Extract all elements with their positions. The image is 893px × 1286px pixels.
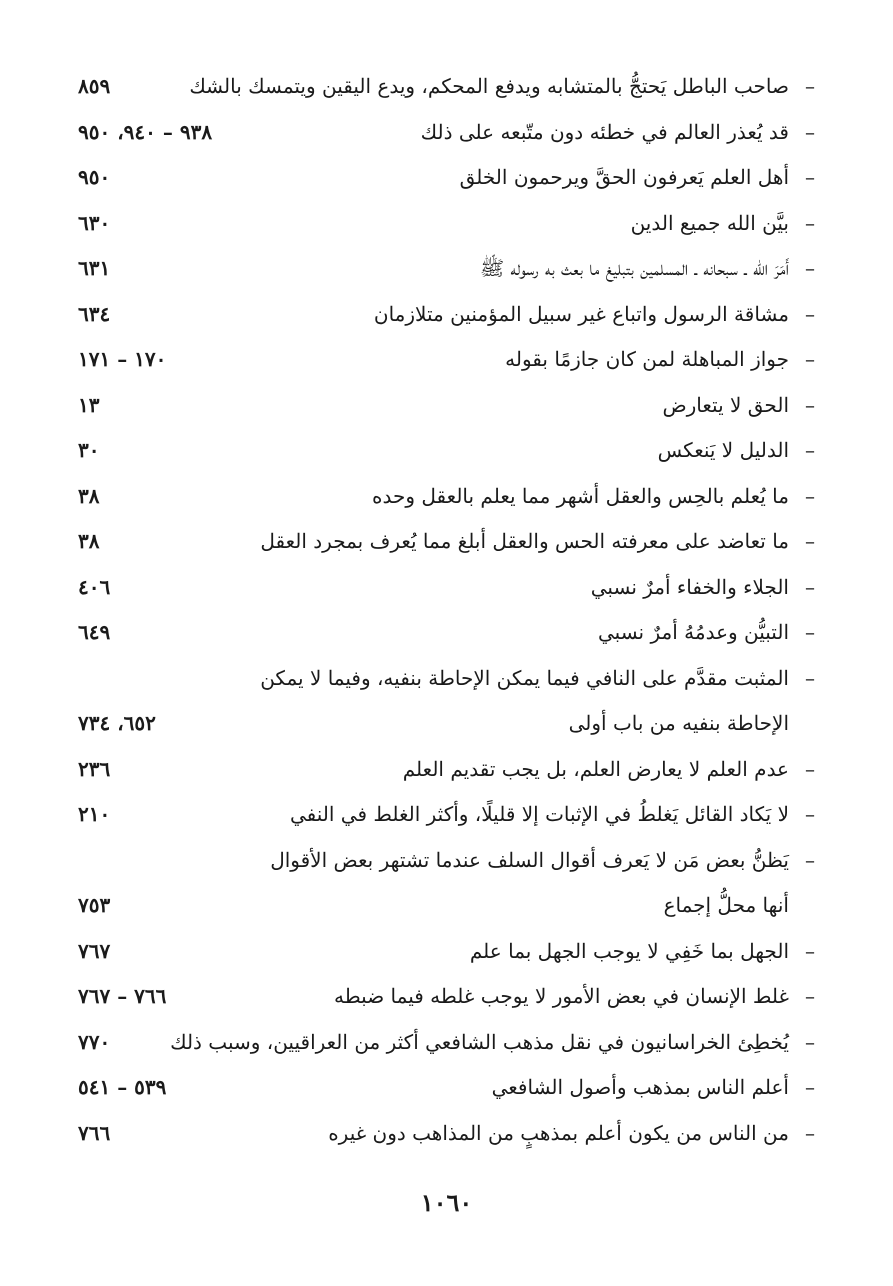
entry-text: التبيُّن وعدمُهُ أمرٌ نسبي (598, 620, 789, 644)
entry-text: الجهل بما خَفِي لا يوجب الجهل بما علم (469, 938, 789, 963)
entry-pages: ٢١٠ (78, 802, 111, 826)
index-entry (0, 246, 893, 292)
entry-dash: – (805, 574, 815, 599)
index-entry (0, 519, 893, 565)
index-entry (0, 474, 893, 520)
entry-text: جواز المباهلة لمن كان جازمًا بقوله (505, 347, 789, 371)
entry-pages: ٣٨ (78, 483, 100, 508)
entry-text: صاحب الباطل يَحتجُّ بالمتشابه ويدفع المحكم، ويدع اليقين ويتمسك بالشك (189, 74, 789, 98)
entry-dash: – (805, 665, 815, 690)
entry-pages: ٦٣١ (78, 256, 111, 280)
entry-text: ما يُعلم بالحِس والعقل أشهر مما يعلم بالعقل وحده (372, 483, 789, 508)
entry-dash: – (805, 1120, 815, 1145)
entry-pages: ٢٣٦ (78, 756, 111, 781)
entry-pages: ١٣ (78, 392, 100, 417)
entry-text-continuation: أنها محلُّ إجماع (663, 893, 789, 917)
entry-pages: ٦٣٠ (78, 210, 111, 235)
index-entry (0, 155, 893, 201)
entry-text: المثبت مقدَّم على النافي فيما يمكن الإحاطة بنفيه، وفيما لا يمكن (260, 665, 789, 690)
entry-text: بيَّن الله جميع الدين (630, 210, 789, 235)
index-entry (0, 656, 893, 702)
entry-pages: ٦٤٩ (78, 620, 111, 644)
index-list (0, 64, 893, 1156)
index-entry (0, 565, 893, 611)
entry-pages: ٧٦٦ – ٧٦٧ (78, 984, 167, 1008)
entry-text: ما تعاضد على معرفته الحس والعقل أبلغ مما يُعرف بمجرد العقل (260, 529, 789, 553)
index-entry (0, 337, 893, 383)
entry-text: أعلم الناس بمذهب وأصول الشافعي (491, 1075, 789, 1099)
entry-dash: – (805, 210, 815, 235)
index-entry-continuation (0, 883, 893, 929)
entry-dash: – (805, 620, 815, 644)
entry-dash: – (805, 256, 815, 280)
index-entry (0, 110, 893, 156)
entry-text: مشاقة الرسول واتباع غير سبيل المؤمنين متلازمان (373, 301, 789, 326)
entry-pages: ٩٥٠ (78, 165, 111, 189)
index-entry (0, 610, 893, 656)
index-entry (0, 292, 893, 338)
entry-text: من الناس من يكون أعلم بمذهبٍ من المذاهب دون غيره (328, 1120, 789, 1145)
entry-dash: – (805, 1075, 815, 1099)
entry-text: قد يُعذر العالم في خطئه دون متّبعه على ذلك (420, 119, 789, 144)
entry-dash: – (805, 347, 815, 371)
entry-dash: – (805, 301, 815, 326)
index-entry (0, 383, 893, 429)
entry-text: أَمَرَ الله ـ سبحانه ـ المسلمين بتبليغ ما بعث به رسوله ﷺ (479, 256, 789, 280)
entry-dash: – (805, 165, 815, 189)
entry-pages: ٦٥٢، ٧٣٤ (78, 711, 156, 735)
entry-pages: ٩٣٨ – ٩٤٠، ٩٥٠ (78, 119, 213, 144)
entry-pages: ٦٣٤ (78, 301, 111, 326)
entry-text: عدم العلم لا يعارض العلم، بل يجب تقديم العلم (402, 756, 789, 781)
entry-dash: – (805, 483, 815, 508)
entry-text: لا يَكاد القائل يَغلطُ في الإثبات إلا قليلًا، وأكثر الغلط في النفي (289, 802, 789, 826)
index-entry (0, 201, 893, 247)
entry-dash: – (805, 438, 815, 462)
entry-text: الدليل لا يَنعكس (657, 438, 789, 462)
entry-text: يُخطِئ الخراسانيون في نقل مذهب الشافعي أكثر من العراقيين، وسبب ذلك (170, 1029, 789, 1054)
entry-pages: ٣٠ (78, 438, 100, 462)
entry-pages: ٣٨ (78, 529, 100, 553)
entry-pages: ٧٦٦ (78, 1120, 111, 1145)
entry-dash: – (805, 119, 815, 144)
entry-text: أهل العلم يَعرفون الحقَّ ويرحمون الخلق (459, 165, 789, 189)
entry-dash: – (805, 1029, 815, 1054)
index-entry (0, 838, 893, 884)
index-entry (0, 792, 893, 838)
page-number: ١٠٦٠ (420, 1188, 473, 1217)
index-entry (0, 1020, 893, 1066)
entry-pages: ٨٥٩ (78, 74, 111, 98)
entry-text: يَظنُّ بعض مَن لا يَعرف أقوال السلف عندما تشتهر بعض الأقوال (270, 847, 789, 872)
entry-dash: – (805, 529, 815, 553)
entry-pages: ٧٧٠ (78, 1029, 111, 1054)
entry-dash: – (805, 392, 815, 417)
index-entry (0, 64, 893, 110)
entry-dash: – (805, 847, 815, 872)
index-entry (0, 747, 893, 793)
index-entry (0, 929, 893, 975)
entry-pages: ٧٦٧ (78, 938, 111, 963)
entry-text: الحق لا يتعارض (662, 392, 789, 417)
entry-text-continuation: الإحاطة بنفيه من باب أولى (568, 711, 789, 735)
entry-pages: ٧٥٣ (78, 893, 111, 917)
entry-pages: ٤٠٦ (78, 574, 111, 599)
entry-pages: ١٧٠ – ١٧١ (78, 347, 167, 371)
entry-dash: – (805, 802, 815, 826)
index-entry (0, 1111, 893, 1157)
entry-text: غلط الإنسان في بعض الأمور لا يوجب غلطه فيما ضبطه (334, 984, 789, 1008)
index-entry (0, 974, 893, 1020)
entry-dash: – (805, 984, 815, 1008)
entry-dash: – (805, 74, 815, 98)
entry-dash: – (805, 938, 815, 963)
entry-dash: – (805, 756, 815, 781)
index-entry (0, 428, 893, 474)
entry-text: الجلاء والخفاء أمرٌ نسبي (590, 574, 789, 599)
index-entry-continuation (0, 701, 893, 747)
index-entry (0, 1065, 893, 1111)
entry-pages: ٥٣٩ – ٥٤١ (78, 1075, 167, 1099)
